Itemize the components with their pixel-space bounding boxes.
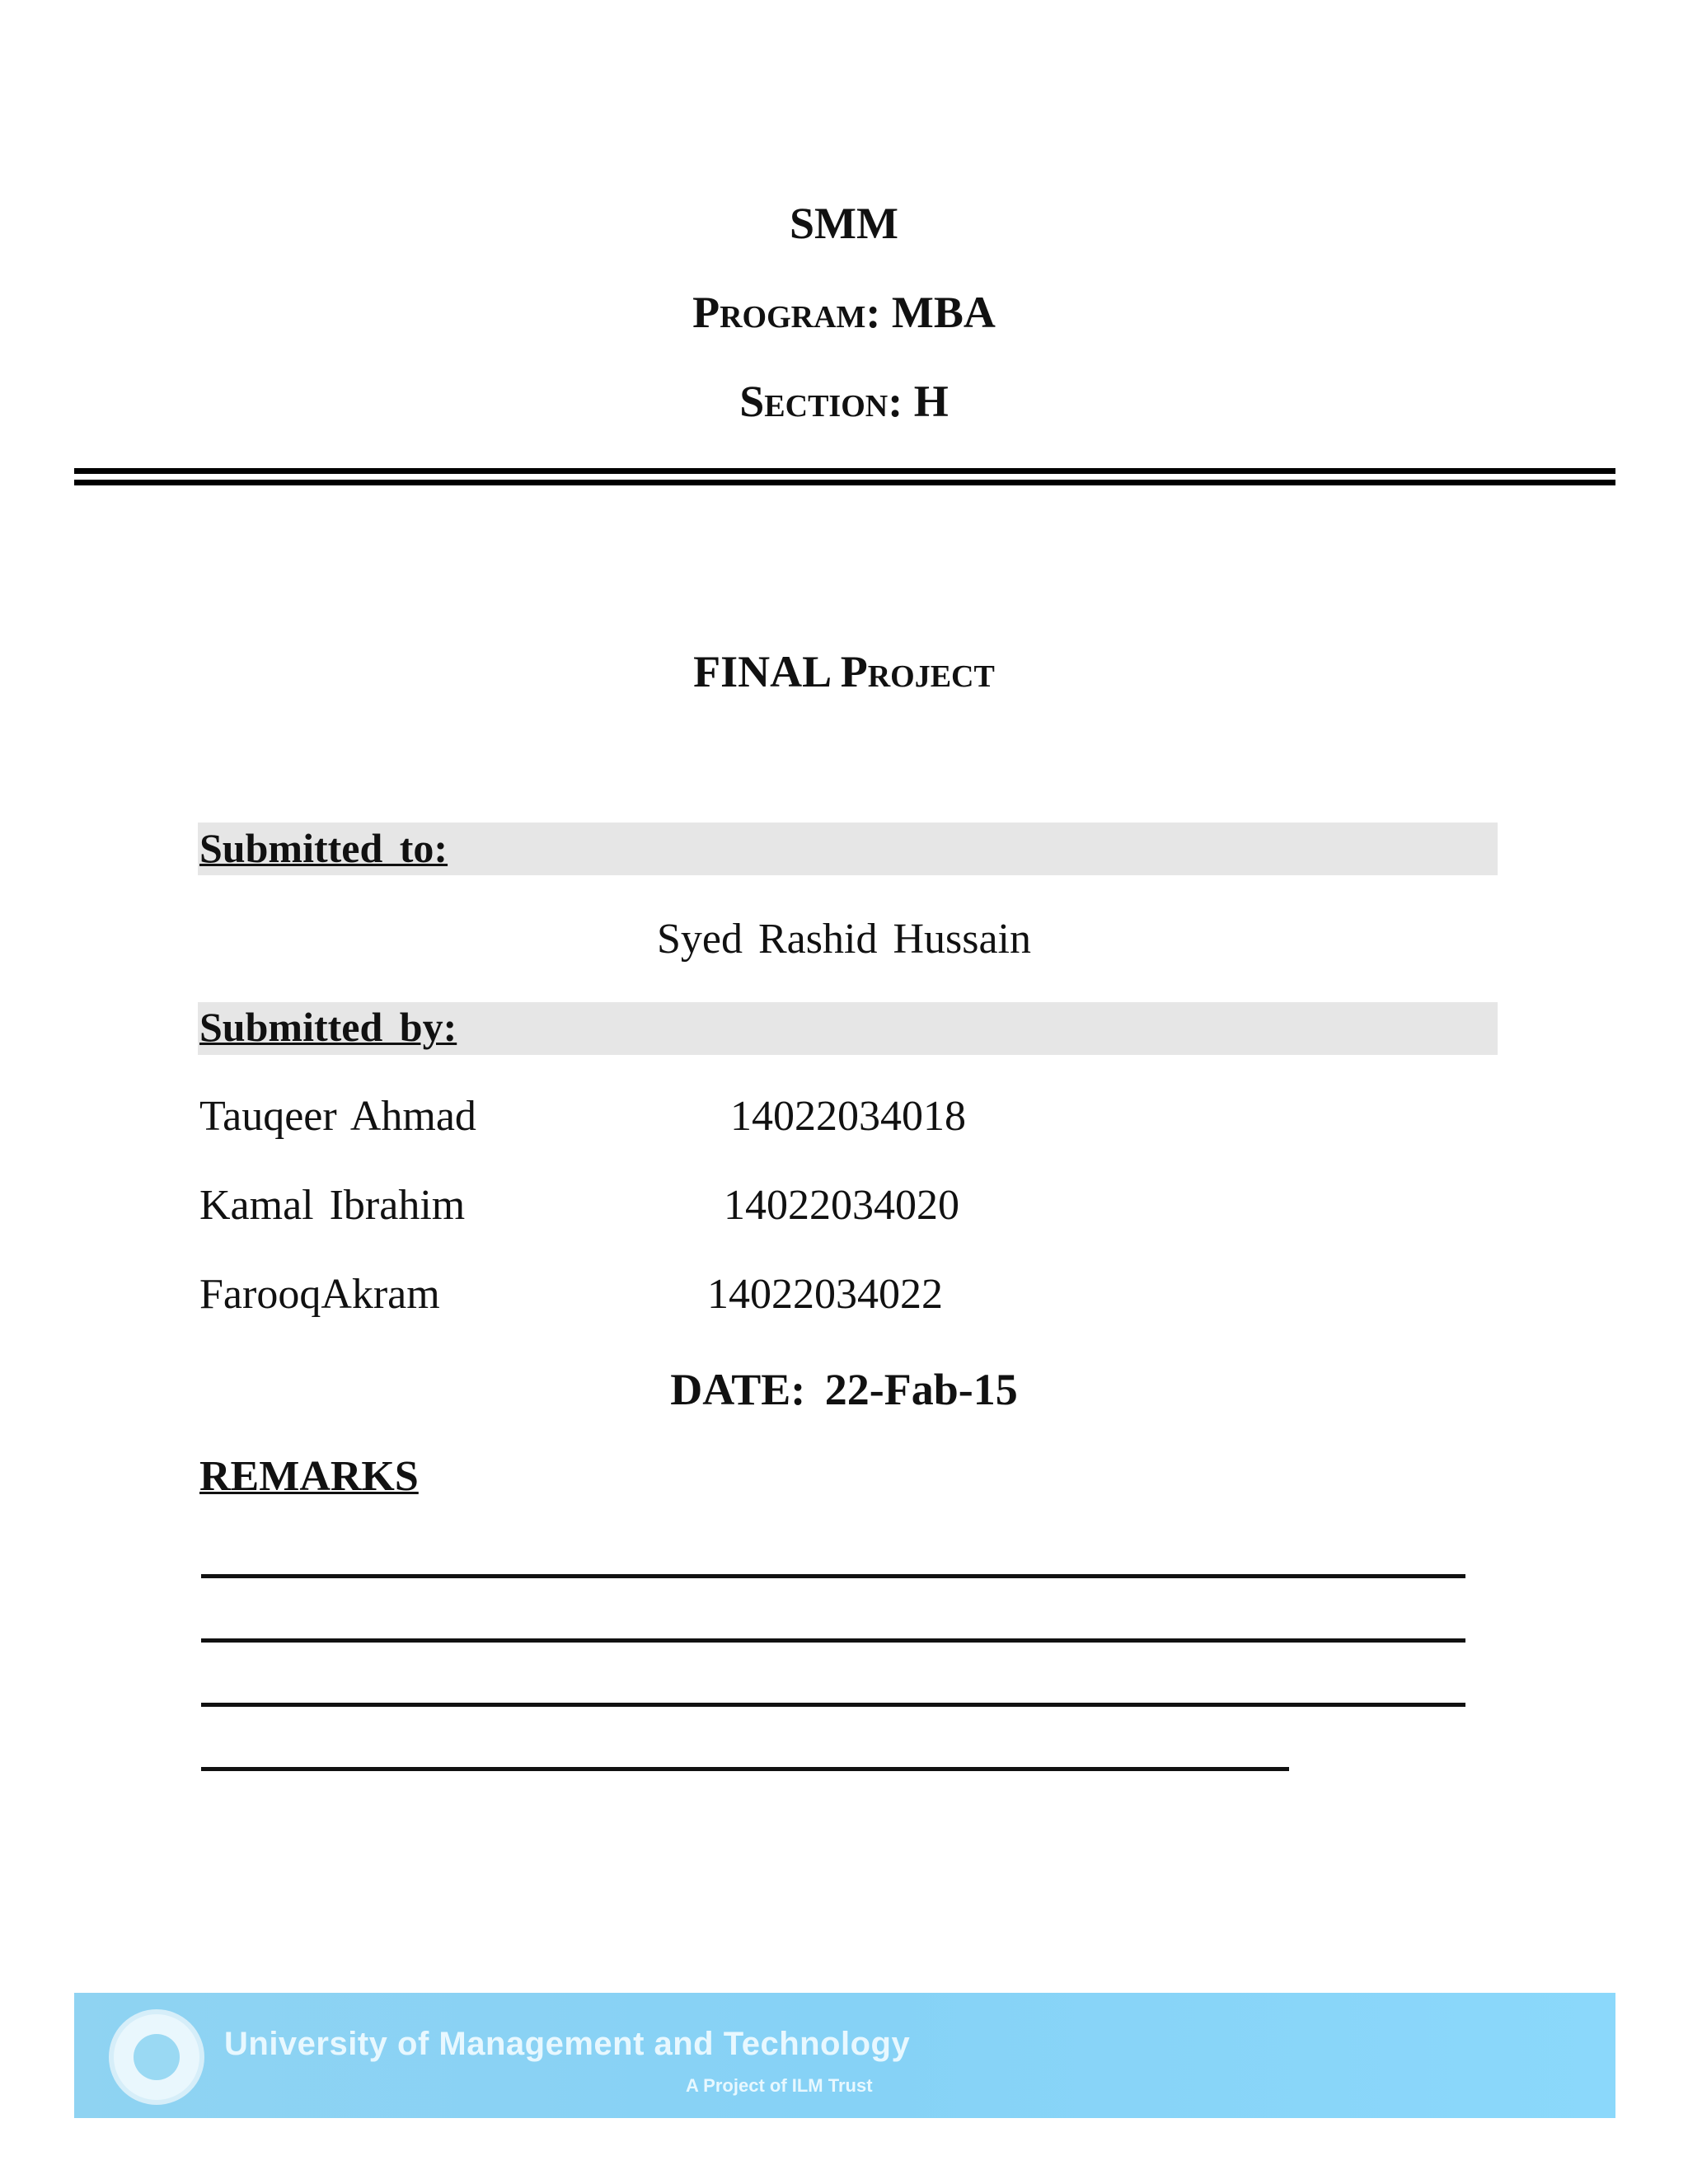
- header-divider-top: [74, 468, 1615, 474]
- program-value: MBA: [891, 288, 996, 337]
- date-label: DATE:: [670, 1365, 806, 1414]
- program-line: [0, 287, 1688, 338]
- project-title: FINAL Project: [693, 647, 995, 696]
- section-label: Section:: [739, 377, 903, 426]
- university-seal-icon: [109, 2009, 204, 2105]
- member-name: Tauqeer Ahmad: [199, 1093, 476, 1140]
- submitted-to-label: Submitted to:: [199, 825, 448, 871]
- program-label: Program:: [692, 288, 881, 337]
- course-title: SMM: [790, 199, 898, 248]
- member-id: 14022034022: [707, 1271, 943, 1318]
- remarks-label: REMARKS: [199, 1453, 419, 1500]
- header-divider-bottom: [74, 480, 1615, 485]
- university-name: University of Management and Technology: [224, 2026, 911, 2062]
- member-name: FarooqAkram: [199, 1271, 440, 1318]
- remark-line: [201, 1574, 1465, 1578]
- university-tagline: A Project of ILM Trust: [686, 2075, 873, 2096]
- member-name: Kamal Ibrahim: [199, 1182, 466, 1229]
- submitted-by-label: Submitted by:: [199, 1004, 457, 1050]
- section-line: [0, 376, 1688, 427]
- remark-line: [201, 1703, 1465, 1707]
- university-banner: [74, 1993, 1615, 2118]
- supervisor-name: Syed Rashid Hussain: [657, 916, 1031, 963]
- member-id: 14022034018: [730, 1093, 966, 1140]
- member-id: 14022034020: [724, 1182, 959, 1229]
- remark-line: [201, 1638, 1465, 1643]
- date-value: 22-Fab-15: [824, 1365, 1018, 1414]
- remark-line: [201, 1767, 1289, 1771]
- date-line: [0, 1364, 1688, 1415]
- section-value: H: [913, 377, 949, 426]
- seal-center: [134, 2034, 180, 2080]
